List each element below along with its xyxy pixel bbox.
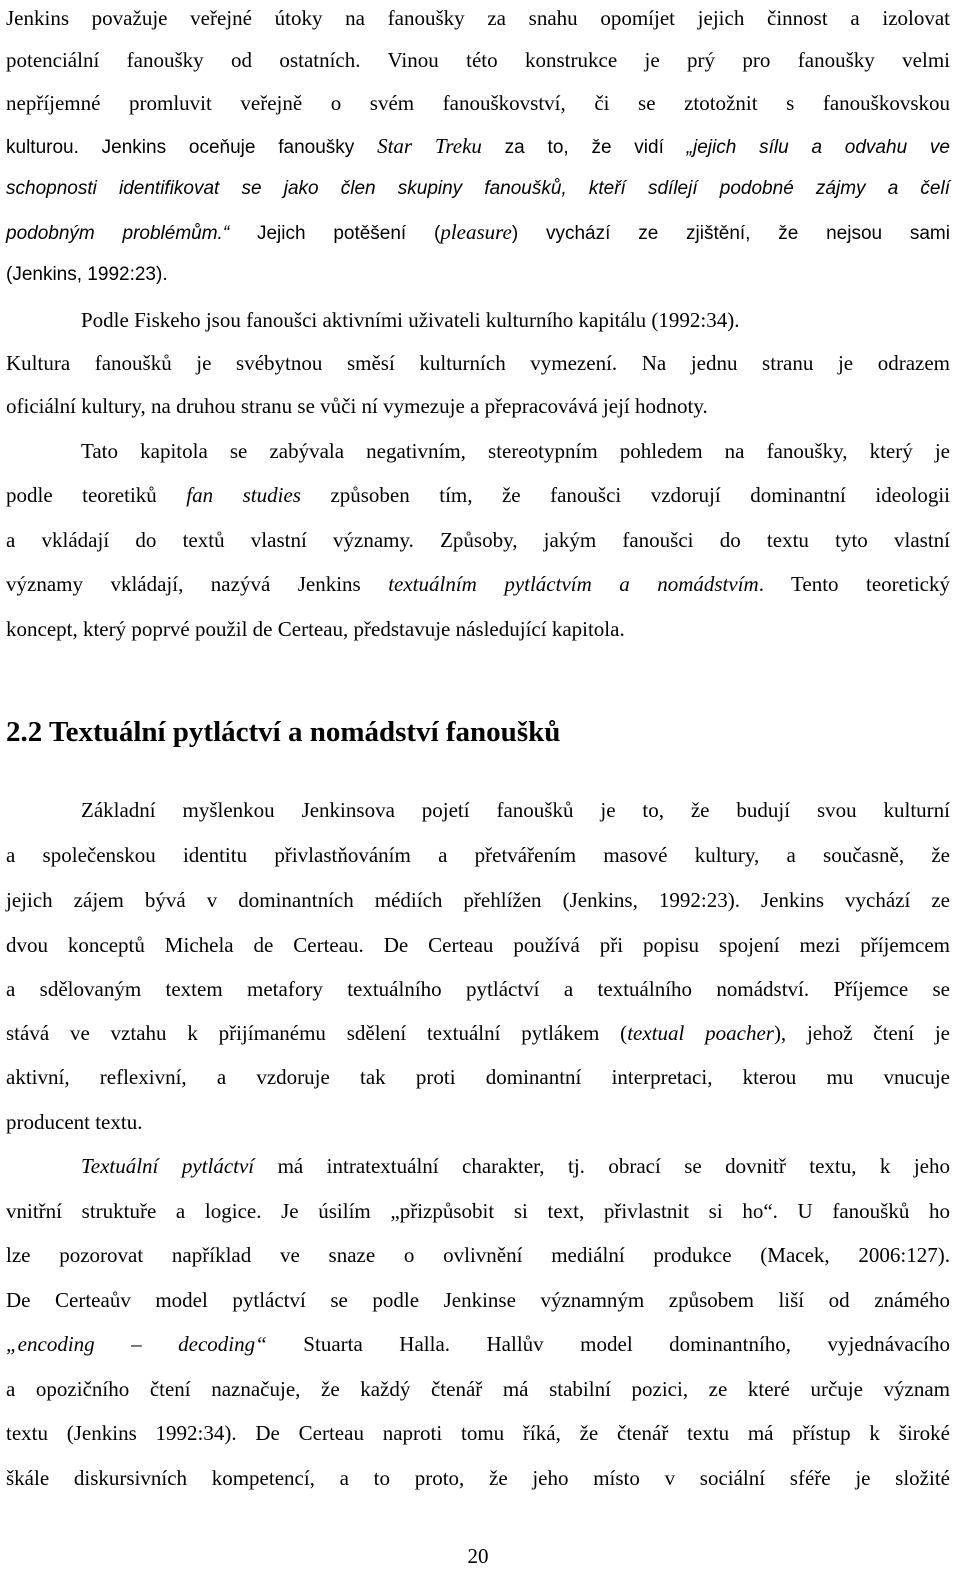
text-line: „encoding – decoding“ Stuarta Halla. Hallův model dominantního, vyjednávacího (6, 1332, 951, 1356)
text-line: škále diskursivních kompetencí, a to proto, že jeho místo v sociální sféře je složité (6, 1466, 950, 1490)
text-line: Tato kapitola se zabývala negativním, stereotypním pohledem na fanoušky, který je (81, 439, 950, 463)
text-line: Kultura fanoušků je svébytnou směsí kulturních vymezení. Na jednu stranu je odrazem (6, 351, 950, 375)
text-line: oficiální kultury, na druhou stranu se vůči ní vymezuje a přepracovává její hodnoty. (6, 394, 708, 418)
text-line: stává ve vztahu k přijímanému sdělení textuální pytlákem (textual poacher), jehož čtení je (6, 1021, 950, 1045)
text-line: koncept, který poprvé použil de Certeau, představuje následující kapitola. (6, 617, 625, 641)
text-line: významy vkládají, nazývá Jenkins textuálním pytláctvím a nomádstvím. Tento teoretický (6, 572, 950, 596)
text-line: Podle Fiskeho jsou fanoušci aktivními uživateli kulturního kapitálu (1992:34). (81, 308, 740, 332)
text-line: Základní myšlenkou Jenkinsova pojetí fanoušků je to, že budují svou kulturní (81, 798, 950, 822)
section-heading: 2.2 Textuální pytláctví a nomádství fanoušků (6, 716, 561, 748)
text-line: textu (Jenkins 1992:34). De Certeau naproti tomu říká, že čtenář textu má přístup k široké (6, 1421, 950, 1445)
text-line: producent textu. (6, 1110, 143, 1134)
text-line: potenciální fanoušky od ostatních. Vinou této konstrukce je prý pro fanoušky velmi (6, 48, 950, 72)
text-line: Textuální pytláctví má intratextuální charakter, tj. obrací se dovnitř textu, k jeho (81, 1154, 950, 1178)
text-line: a opozičního čtení naznačuje, že každý čtenář má stabilní pozici, ze které určuje význam (6, 1377, 950, 1401)
text-line: Jenkins považuje veřejné útoky na fanoušky za snahu opomíjet jejich činnost a izolovat (6, 6, 950, 30)
text-line: jejich zájem bývá v dominantních médiích přehlížen (Jenkins, 1992:23). Jenkins vychází ze (6, 888, 950, 912)
quote-line: schopnosti identifikovat se jako člen skupiny fanoušků, kteří sdílejí podobné zájmy a čelí (6, 178, 950, 199)
text-line: podobným problémům.“ Jejich potěšení (pleasure) vychází ze zjištění, že nejsou sami (6, 220, 950, 244)
text-line: De Certeaův model pytláctví se podle Jenkinse významným způsobem liší od známého (6, 1288, 950, 1312)
page-number: 20 (467, 1544, 489, 1568)
text-line: dvou konceptů Michela de Certeau. De Certeau používá při popisu spojení mezi příjemcem (6, 933, 950, 957)
text-line: lze pozorovat například ve snaze o ovlivnění mediální produkce (Macek, 2006:127). (6, 1243, 950, 1267)
text-line: kulturou. Jenkins oceňuje fanoušky Star Treku za to, že vidí „jejich sílu a odvahu ve (6, 134, 950, 158)
text-line: a sdělovaným textem metafory textuálního pytláctví a textuálního nomádství. Příjemce se (6, 977, 950, 1001)
text-line: a vkládají do textů vlastní významy. Způsoby, jakým fanoušci do textu tyto vlastní (6, 528, 950, 552)
text-line: aktivní, reflexivní, a vzdoruje tak proti dominantní interpretaci, kterou mu vnucuje (6, 1065, 950, 1089)
text-line: vnitřní struktuře a logice. Je úsilím „přizpůsobit si text, přivlastnit si ho“. U fanoušků ho (6, 1199, 950, 1223)
text-line: (Jenkins, 1992:23). (6, 264, 168, 285)
text-line: podle teoretiků fan studies způsoben tím, že fanoušci vzdorují dominantní ideologii (6, 483, 951, 507)
text-line: a společenskou identitu přivlastňováním a přetvářením masové kultury, a současně, že (6, 843, 950, 867)
text-line: nepříjemné promluvit veřejně o svém fanouškovství, či se ztotožnit s fanouškovskou (6, 91, 950, 115)
